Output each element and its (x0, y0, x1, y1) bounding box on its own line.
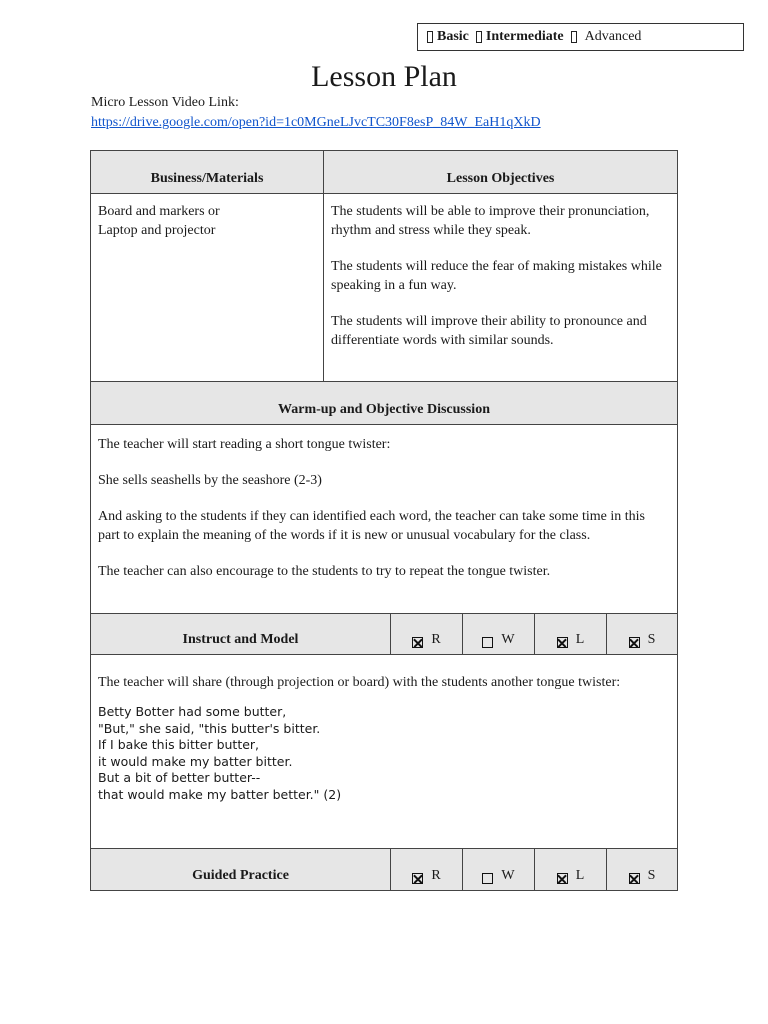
skill-writing[interactable]: W (463, 614, 535, 654)
warmup-body (90, 424, 678, 614)
skill-writing[interactable]: W (463, 849, 535, 890)
materials-header: Business/Materials (150, 171, 264, 186)
video-link-label: Micro Lesson Video Link: (91, 95, 239, 110)
materials-objectives-header (90, 150, 678, 194)
objectives-cell (324, 194, 677, 381)
warmup-paragraph: She sells seashells by the seashore (2-3) (98, 473, 322, 488)
skill-reading[interactable]: R (391, 849, 463, 890)
tongue-twister-poem (98, 704, 670, 803)
checkbox-icon (427, 31, 433, 43)
instruct-header (90, 613, 678, 655)
poem-line: that would make my batter better." (2) (98, 786, 342, 802)
unchecked-box-icon (482, 637, 493, 648)
material-item: Laptop and projector (98, 223, 216, 238)
warmup-paragraph: And asking to the students if they can identified each word, the teacher can take some time in this part to explain the meaning of the words if it is new or unusual vocabulary for the class. (98, 509, 645, 543)
checked-box-icon (412, 637, 423, 648)
level-basic[interactable] (427, 29, 469, 45)
skill-speaking[interactable]: S (607, 849, 677, 890)
warmup-header (90, 381, 678, 425)
materials-objectives-body (90, 193, 678, 382)
instruct-intro: The teacher will share (through projection or board) with the students another tongue twister: (98, 675, 621, 690)
level-basic-label: Basic (437, 29, 469, 44)
skill-listening[interactable]: L (535, 849, 607, 890)
checked-box-icon (557, 873, 568, 884)
unchecked-box-icon (482, 873, 493, 884)
poem-line: Betty Botter had some butter, (98, 704, 287, 719)
page-title: Lesson Plan (311, 60, 457, 93)
checkbox-icon (476, 31, 482, 43)
skill-speaking[interactable]: S (607, 614, 677, 654)
poem-line: But a bit of better butter-- (98, 770, 261, 785)
objective-item: The students will reduce the fear of making mistakes while speaking in a fun way. (331, 259, 662, 293)
objectives-header: Lesson Objectives (446, 171, 555, 186)
level-intermediate[interactable] (476, 29, 564, 45)
checkbox-icon (571, 31, 577, 43)
guided-header (90, 848, 678, 891)
level-selector (417, 23, 744, 51)
level-advanced[interactable] (571, 29, 642, 45)
warmup-header-label: Warm-up and Objective Discussion (278, 402, 490, 417)
instruct-header-label: Instruct and Model (91, 614, 391, 654)
skill-listening[interactable]: L (535, 614, 607, 654)
guided-header-label: Guided Practice (91, 849, 391, 890)
checked-box-icon (629, 873, 640, 884)
warmup-paragraph: The teacher will start reading a short tongue twister: (98, 437, 391, 452)
materials-cell (91, 194, 324, 381)
checked-box-icon (557, 637, 568, 648)
objective-item: The students will improve their ability to pronounce and differentiate words with similar sounds. (331, 314, 647, 348)
checked-box-icon (629, 637, 640, 648)
level-intermediate-label: Intermediate (485, 29, 564, 44)
poem-line: "But," she said, "this butter's bitter. (98, 720, 321, 736)
video-link[interactable]: https://drive.google.com/open?id=1c0MGneLJvcTC30F8esP_84W_EaH1qXkD (91, 115, 541, 130)
skill-reading[interactable]: R (391, 614, 463, 654)
poem-line: If I bake this bitter butter, (98, 737, 260, 752)
checked-box-icon (412, 873, 423, 884)
warmup-paragraph: The teacher can also encourage to the students to try to repeat the tongue twister. (98, 564, 551, 579)
poem-line: it would make my batter bitter. (98, 753, 293, 769)
instruct-body (90, 654, 678, 849)
level-advanced-label: Advanced (584, 29, 642, 44)
objective-item: The students will be able to improve their pronunciation, rhythm and stress while they speak. (331, 204, 650, 238)
material-item: Board and markers or (98, 204, 220, 219)
